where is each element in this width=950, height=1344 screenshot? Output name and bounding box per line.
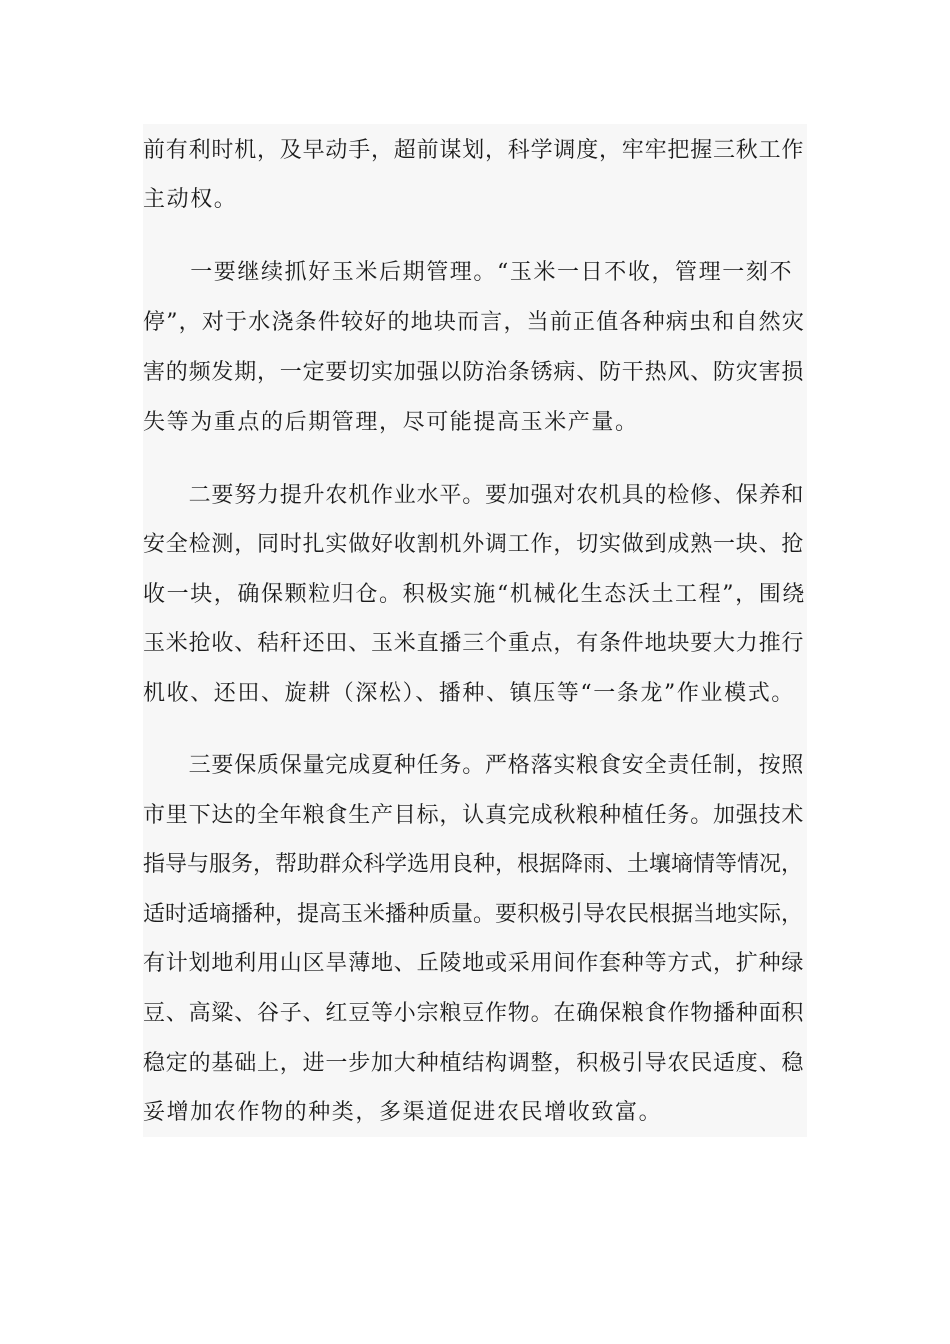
- text-line: 豆、高粱、谷子、红豆等小宗粮豆作物。在确保粮食作物播种面积: [143, 1001, 805, 1026]
- text-line: 安全检测，同时扎实做好收割机外调工作，切实做到成熟一块、抢: [143, 532, 805, 557]
- text-line: 指导与服务，帮助群众科学选用良种，根据降雨、土壤墒情等情况，: [143, 852, 804, 877]
- text-line: 适时适墒播种，提高玉米播种质量。要积极引导农民根据当地实际，: [143, 902, 804, 927]
- document-body: [143, 124, 807, 1137]
- text-line: 害的频发期，一定要切实加强以防治条锈病、防干热风、防灾害损: [143, 360, 805, 385]
- text-line: 二要努力提升农机作业水平。要加强对农机具的检修、保养和: [143, 483, 805, 508]
- text-line: 玉米抢收、秸秆还田、玉米直播三个重点，有条件地块要大力推行: [143, 631, 805, 656]
- text-line: 妥增加农作物的种类，多渠道促进农民增收致富。: [143, 1100, 663, 1125]
- text-line: 一要继续抓好玉米后期管理。“玉米一日不收，管理一刻不: [143, 260, 794, 285]
- text-line: 收一块，确保颗粒归仓。积极实施“机械化生态沃土工程”，围绕: [143, 582, 806, 607]
- text-line: 停”，对于水浇条件较好的地块而言，当前正值各种病虫和自然灾: [143, 310, 806, 335]
- text-line: 机收、还田、旋耕（深松）、播种、镇压等“一条龙”作业模式。: [143, 681, 795, 706]
- text-line: 三要保质保量完成夏种任务。严格落实粮食安全责任制，按照: [143, 753, 805, 778]
- text-line: 有计划地利用山区旱薄地、丘陵地或采用间作套种等方式，扩种绿: [143, 951, 805, 976]
- text-line: 稳定的基础上，进一步加大种植结构调整，积极引导农民适度、稳: [143, 1051, 805, 1076]
- text-line: 前有利时机，及早动手，超前谋划，科学调度，牢牢把握三秋工作: [143, 138, 805, 163]
- text-line: 失等为重点的后期管理，尽可能提高玉米产量。: [143, 410, 639, 435]
- text-line: 市里下达的全年粮食生产目标，认真完成秋粮种植任务。加强技术: [143, 803, 805, 828]
- text-line: 主动权。: [143, 187, 238, 212]
